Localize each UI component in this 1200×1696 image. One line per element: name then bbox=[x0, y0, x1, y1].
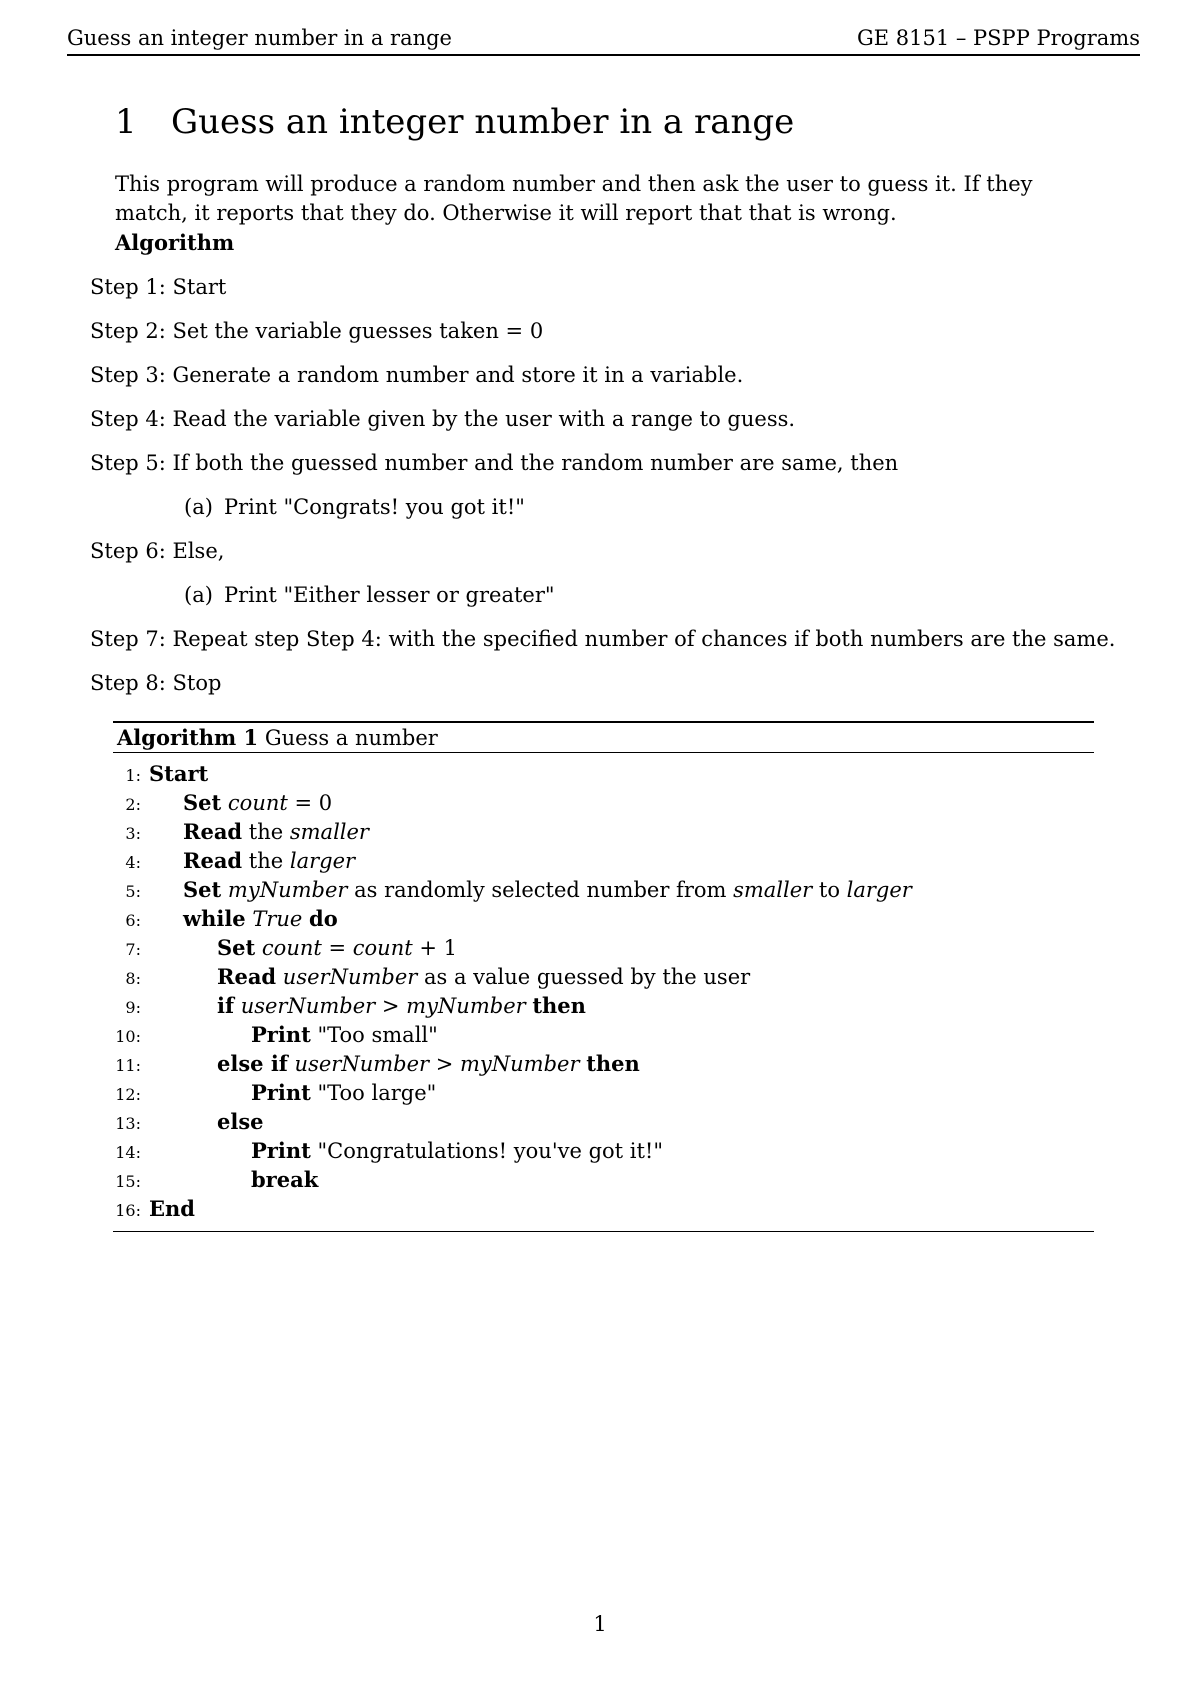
line-content bbox=[251, 1139, 663, 1163]
line-text: = 0 bbox=[287, 791, 333, 815]
keyword: then bbox=[586, 1051, 640, 1076]
line-number: 2: bbox=[125, 795, 141, 814]
variable: userNumber bbox=[282, 965, 418, 989]
line-content bbox=[149, 1197, 195, 1221]
algorithm-line bbox=[113, 788, 1094, 817]
keyword: Print bbox=[251, 1138, 311, 1163]
step-text: Read the variable given by the user with a range to guess. bbox=[172, 407, 796, 431]
step-item bbox=[90, 625, 1116, 669]
step-text: Print "Congrats! you got it!" bbox=[224, 495, 525, 519]
step-text: Print "Either lesser or greater" bbox=[224, 583, 555, 607]
keyword: else if bbox=[217, 1051, 288, 1076]
keyword: Set bbox=[183, 790, 222, 815]
step-text: If both the guessed number and the random number are same, then bbox=[172, 451, 899, 475]
step-label: Step 7: bbox=[90, 627, 166, 651]
line-text: as a value guessed by the user bbox=[417, 965, 751, 989]
keyword: break bbox=[251, 1167, 319, 1192]
algorithm-caption bbox=[113, 723, 1094, 753]
algorithm-line bbox=[113, 1107, 1094, 1136]
line-number: 6: bbox=[125, 911, 141, 930]
line-text: = bbox=[321, 936, 353, 960]
variable: larger bbox=[289, 849, 356, 873]
step-label: Step 6: bbox=[90, 539, 166, 563]
step-label: Step 5: bbox=[90, 451, 166, 475]
algorithm-line bbox=[113, 962, 1094, 991]
keyword: Read bbox=[217, 964, 277, 989]
substep bbox=[90, 493, 1110, 537]
section-title bbox=[115, 100, 794, 144]
variable: myNumber bbox=[460, 1052, 580, 1076]
variable: smaller bbox=[289, 820, 369, 844]
line-number: 15: bbox=[115, 1172, 141, 1191]
intro-paragraph: This program will produce a random number and then ask the user to guess it. If they match, it reports that they do. Otherwise it will report that that is wrong. bbox=[115, 172, 1033, 225]
step-label: Step 3: bbox=[90, 363, 166, 387]
algorithm-caption-label: Algorithm 1 bbox=[117, 725, 259, 750]
line-text bbox=[288, 1052, 295, 1076]
step-text: Repeat step Step 4: with the specified number of chances if both numbers are the same. bbox=[172, 627, 1116, 651]
algorithm-box bbox=[113, 721, 1094, 1232]
step-text: Stop bbox=[172, 671, 222, 695]
variable: True bbox=[252, 907, 303, 931]
line-text bbox=[234, 994, 241, 1018]
algorithm-line bbox=[113, 1194, 1094, 1223]
line-content bbox=[251, 1023, 438, 1047]
step-text: Generate a random number and store it in a variable. bbox=[172, 363, 744, 387]
intro-block bbox=[115, 170, 1095, 257]
header-left-title: Guess an integer number in a range bbox=[67, 26, 452, 50]
step-item bbox=[90, 405, 1110, 449]
line-text: the bbox=[242, 820, 290, 844]
step-item bbox=[90, 669, 1110, 713]
line-text bbox=[221, 791, 228, 815]
line-text bbox=[221, 878, 228, 902]
line-content bbox=[251, 1081, 436, 1105]
line-content bbox=[183, 791, 332, 815]
line-content bbox=[183, 878, 912, 902]
substep-label: (a) bbox=[184, 495, 213, 519]
line-content bbox=[183, 907, 338, 931]
line-number: 9: bbox=[125, 998, 141, 1017]
line-content bbox=[217, 1052, 640, 1076]
line-content bbox=[217, 936, 457, 960]
line-number: 14: bbox=[115, 1143, 141, 1162]
line-text: "Too large" bbox=[310, 1081, 437, 1105]
line-number: 11: bbox=[115, 1056, 141, 1075]
algorithm-line bbox=[113, 933, 1094, 962]
algorithm-heading: Algorithm bbox=[115, 230, 235, 255]
keyword: Set bbox=[217, 935, 256, 960]
keyword: then bbox=[532, 993, 586, 1018]
keyword: do bbox=[309, 906, 338, 931]
step-item bbox=[90, 449, 1110, 493]
variable: count bbox=[352, 936, 413, 960]
line-number: 12: bbox=[115, 1085, 141, 1104]
page-number: 1 bbox=[593, 1612, 607, 1636]
keyword: Start bbox=[149, 761, 209, 786]
line-number: 7: bbox=[125, 940, 141, 959]
keyword: Print bbox=[251, 1022, 311, 1047]
header-right-title: GE 8151 – PSPP Programs bbox=[856, 26, 1140, 50]
step-item bbox=[90, 361, 1110, 405]
step-item bbox=[90, 317, 1110, 361]
line-text: + 1 bbox=[412, 936, 457, 960]
step-label: Step 4: bbox=[90, 407, 166, 431]
step-text: Set the variable guesses taken = 0 bbox=[172, 319, 544, 343]
keyword: while bbox=[183, 906, 246, 931]
step-label: Step 2: bbox=[90, 319, 166, 343]
keyword: End bbox=[149, 1196, 195, 1221]
line-text bbox=[276, 965, 283, 989]
algorithm-line bbox=[113, 1136, 1094, 1165]
step-text: Else, bbox=[172, 539, 225, 563]
line-text: the bbox=[242, 849, 290, 873]
line-text: "Congratulations! you've got it!" bbox=[310, 1139, 664, 1163]
substep-label: (a) bbox=[184, 583, 213, 607]
line-content bbox=[183, 820, 369, 844]
variable: myNumber bbox=[406, 994, 526, 1018]
line-content bbox=[183, 849, 355, 873]
keyword: Set bbox=[183, 877, 222, 902]
algorithm-caption-title: Guess a number bbox=[264, 726, 438, 750]
keyword: Print bbox=[251, 1080, 311, 1105]
algorithm-line bbox=[113, 817, 1094, 846]
algorithm-line bbox=[113, 875, 1094, 904]
line-text: "Too small" bbox=[310, 1023, 438, 1047]
keyword: Read bbox=[183, 848, 243, 873]
algorithm-line bbox=[113, 991, 1094, 1020]
step-list bbox=[90, 273, 1116, 713]
step-item bbox=[90, 537, 1110, 581]
line-content bbox=[251, 1168, 318, 1192]
keyword: if bbox=[217, 993, 235, 1018]
algorithm-line bbox=[113, 1078, 1094, 1107]
variable: userNumber bbox=[294, 1052, 430, 1076]
section-title-text: Guess an integer number in a range bbox=[171, 102, 795, 142]
line-content bbox=[217, 965, 750, 989]
line-number: 1: bbox=[125, 766, 141, 785]
line-text bbox=[255, 936, 262, 960]
step-text: Start bbox=[172, 275, 227, 299]
algorithm-line bbox=[113, 1049, 1094, 1078]
line-content bbox=[217, 1110, 264, 1134]
line-content bbox=[149, 762, 208, 786]
algorithm-line bbox=[113, 759, 1094, 788]
line-text: as randomly selected number from bbox=[347, 878, 734, 902]
variable: smaller bbox=[733, 878, 813, 902]
line-number: 10: bbox=[115, 1027, 141, 1046]
line-number: 4: bbox=[125, 853, 141, 872]
algorithm-line bbox=[113, 1165, 1094, 1194]
line-content bbox=[217, 994, 586, 1018]
step-item bbox=[90, 273, 1110, 317]
variable: count bbox=[227, 791, 288, 815]
algorithm-lines bbox=[113, 753, 1094, 1231]
substep bbox=[90, 581, 1110, 625]
line-text: > bbox=[375, 994, 407, 1018]
variable: count bbox=[261, 936, 322, 960]
algorithm-line bbox=[113, 1020, 1094, 1049]
variable: userNumber bbox=[240, 994, 376, 1018]
line-number: 3: bbox=[125, 824, 141, 843]
line-number: 16: bbox=[115, 1201, 141, 1220]
step-label: Step 8: bbox=[90, 671, 166, 695]
line-text: to bbox=[812, 878, 847, 902]
line-number: 5: bbox=[125, 882, 141, 901]
running-header bbox=[67, 24, 1140, 56]
keyword: else bbox=[217, 1109, 264, 1134]
variable: larger bbox=[846, 878, 912, 902]
step-label: Step 1: bbox=[90, 275, 166, 299]
line-number: 13: bbox=[115, 1114, 141, 1133]
line-number: 8: bbox=[125, 969, 141, 988]
variable: myNumber bbox=[227, 878, 348, 902]
algorithm-line bbox=[113, 904, 1094, 933]
line-text: > bbox=[429, 1052, 460, 1076]
algorithm-line bbox=[113, 846, 1094, 875]
section-number: 1 bbox=[115, 102, 137, 142]
keyword: Read bbox=[183, 819, 243, 844]
